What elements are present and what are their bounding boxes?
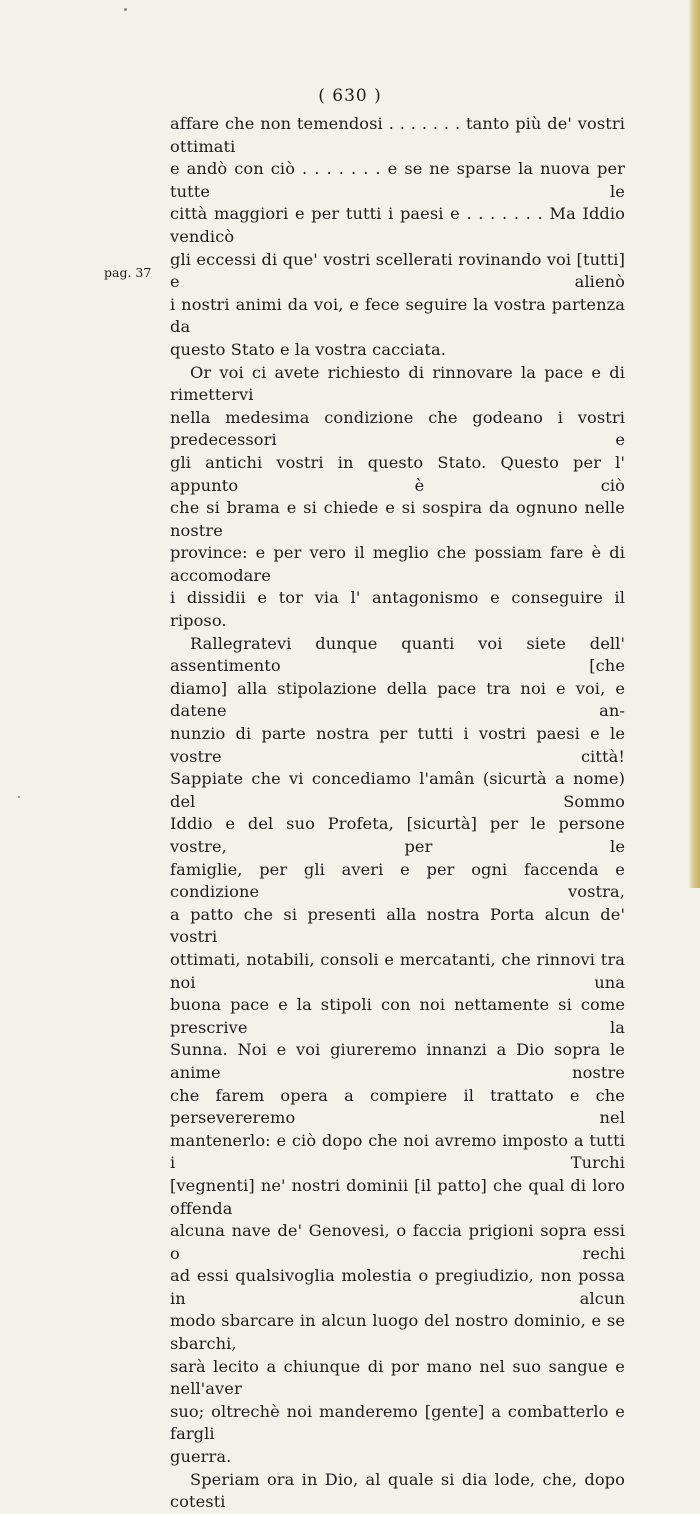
paper-speck <box>18 796 20 798</box>
text-line: questo Stato e la vostra cacciata. <box>170 339 447 359</box>
paper-speck <box>124 8 127 11</box>
text-line: città maggiori e per tutti i paesi e . . . . . . . Ma Iddio vendicò <box>170 204 625 246</box>
text-line: province: e per vero il meglio che possiam fare è di accomodare <box>170 543 625 585</box>
text-line: che si brama e si chiede e si sospira da ognuno nelle nostre <box>170 498 625 540</box>
body-text <box>170 113 625 1514</box>
paragraph <box>170 362 625 633</box>
text-line: suo; oltrechè noi manderemo [gente] a combatterlo e fargli <box>170 1401 625 1444</box>
text-line: [vegnenti] ne' nostri dominii [il patto] che qual di loro offenda <box>170 1175 625 1218</box>
text-line: buona pace e la stipoli con noi nettamente si come prescrive la <box>170 995 625 1037</box>
text-line: i dissidii e tor via l' antagonismo e conseguire il riposo. <box>170 588 625 631</box>
text-line: Or voi ci avete richiesto di rinnovare la pace e di rimettervi <box>170 362 625 405</box>
text-line: gli eccessi di que' vostri scellerati rovinando voi [tutti] e alienò <box>170 249 625 292</box>
text-line: e andò con ciò . . . . . . . e se ne sparse la nuova per tutte le <box>170 159 625 201</box>
text-line: a patto che si presenti alla nostra Porta alcun de' vostri <box>170 904 625 947</box>
text-line: Rallegratevi dunque quanti voi siete dell' assentimento [che <box>170 633 625 676</box>
text-line: gli antichi vostri in questo Stato. Questo per l' appunto è ciò <box>170 452 625 495</box>
text-line: Sunna. Noi e voi giureremo innanzi a Dio sopra le anime nostre <box>170 1040 625 1082</box>
text-line: nella medesima condizione che godeano i vostri predecessori e <box>170 407 625 450</box>
page-edge <box>688 0 700 888</box>
page-number: ( 630 ) <box>318 86 382 106</box>
text-line: sarà lecito a chiunque di por mano nel suo sangue e nell'aver <box>170 1356 625 1399</box>
text-line: nunzio di parte nostra per tutti i vostri paesi e le vostre città! <box>170 724 625 766</box>
text-line: ad essi qualsivoglia molestia o pregiudizio, non possa in alcun <box>170 1266 625 1308</box>
text-line: Speriam ora in Dio, al quale si dia lode, che, dopo cotesti <box>170 1469 625 1512</box>
text-line: mantenerlo: e ciò dopo che noi avremo imposto a tutti i Turchi <box>170 1130 625 1173</box>
text-line: i nostri animi da voi, e fece seguire la vostra partenza da <box>170 294 625 337</box>
text-line: famiglie, per gli averi e per ogni faccenda e condizione vostra, <box>170 859 625 902</box>
text-line: affare che non temendosi . . . . . . . tanto più de' vostri ottimati <box>170 114 625 156</box>
text-line: ottimati, notabili, consoli e mercatanti, che rinnovi tra noi una <box>170 949 625 992</box>
text-line: alcuna nave de' Genovesi, o faccia prigioni sopra essi o rechi <box>170 1221 625 1263</box>
text-line: Iddio e del suo Profeta, [sicurtà] per le persone vostre, per le <box>170 814 625 856</box>
paragraph <box>170 633 625 1469</box>
text-line: modo sbarcare in alcun luogo del nostro dominio, e se sbarchi, <box>170 1311 625 1354</box>
text-line: diamo] alla stipolazione della pace tra noi e voi, e datene an- <box>170 678 625 721</box>
margin-note: pag. 37 <box>104 265 152 280</box>
paragraph <box>170 113 625 362</box>
text-line: che farem opera a compiere il trattato e che persevereremo nel <box>170 1085 625 1128</box>
text-line: Sappiate che vi concediamo l'amân (sicurtà a nome) del Sommo <box>170 769 625 811</box>
paragraph <box>170 1469 625 1514</box>
text-line: guerra. <box>170 1447 232 1467</box>
